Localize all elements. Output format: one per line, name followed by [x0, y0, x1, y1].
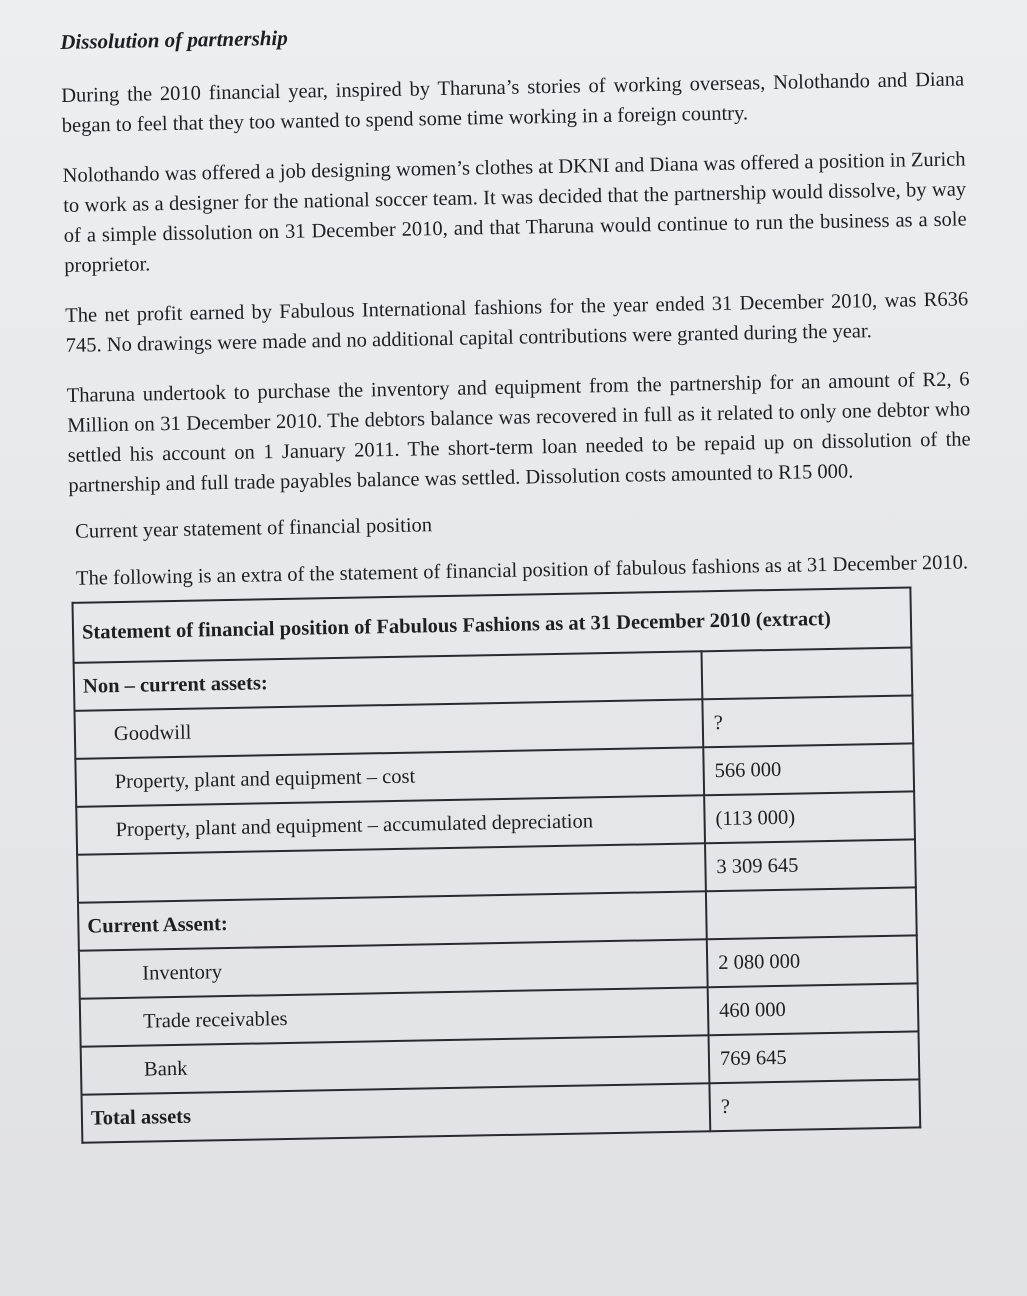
- financial-position-table: [71, 586, 921, 1143]
- row-amount-total-assets: ?: [709, 1079, 920, 1131]
- document-sheet: [58, 13, 983, 1143]
- document-title: Dissolution of partnership: [59, 25, 288, 54]
- row-amount-ppe-cost: 566 000: [703, 743, 914, 795]
- row-label-ppe-depreciation: Property, plant and equipment – accumulated depreciation: [76, 795, 705, 855]
- row-amount-goodwill: ?: [702, 695, 913, 747]
- row-label-goodwill: Goodwill: [74, 699, 703, 758]
- row-amount: [701, 647, 912, 699]
- paragraph-3: The net profit earned by Fabulous International fashions for the year ended 31 December 2010, was R636 745. No drawings were made and no additional capital contributions were granted during the year.: [65, 288, 969, 357]
- row-amount-ppe-depreciation: (113 000): [704, 791, 915, 843]
- paragraph-2: Nolothando was offered a job designing women’s clothes at DKNI and Diana was offered a position in Zurich to work as a designer for the national soccer team. It was decided that the partnership would dissolve, by way of a simple dissolution on 31 December 2010, and that Tharuna would continue to run the business as a sole proprietor.: [62, 148, 967, 277]
- row-amount: [706, 887, 917, 939]
- row-amount-trade-receivables: 460 000: [708, 983, 919, 1035]
- row-label-inventory: Inventory: [79, 939, 708, 999]
- row-label-total-assets: Total assets: [82, 1083, 711, 1143]
- row-label-current-assets: Current Assent:: [78, 891, 707, 951]
- paragraph-4: Tharuna undertook to purchase the inventory and equipment from the partnership for an amount of R2, 6 Million on 31 December 2010. The debtors balance was recovered in full as it related to only one debtor who settled his account on 1 January 2011. The short-term loan needed to be repaid up on dissolution of the partnership and full trade payables balance was settled. Dissolution costs amounted to R15 000.: [66, 368, 971, 497]
- section-subheading: Current year statement of financial position: [74, 514, 433, 543]
- row-amount-bank: 769 645: [709, 1031, 920, 1083]
- row-label-trade-receivables: Trade receivables: [80, 987, 709, 1047]
- row-label-non-current-assets: Non – current assets:: [74, 651, 703, 711]
- table-heading: Statement of financial position of Fabulous Fashions as at 31 December 2010 (extract): [72, 587, 911, 662]
- row-amount-inventory: 2 080 000: [707, 935, 918, 987]
- row-label-ppe-cost: Property, plant and equipment – cost: [75, 747, 704, 807]
- paragraph-1: During the 2010 financial year, inspired by Tharuna’s stories of working overseas, Nolothando and Diana began to feel that they too wanted to spend some time working in a foreign country.: [61, 68, 965, 137]
- table-intro: The following is an extra of the statement of financial position of fabulous fashions as at 31 December 2010.: [75, 551, 969, 590]
- row-amount-non-current-total: 3 309 645: [705, 839, 916, 891]
- row-label-bank: Bank: [81, 1035, 710, 1095]
